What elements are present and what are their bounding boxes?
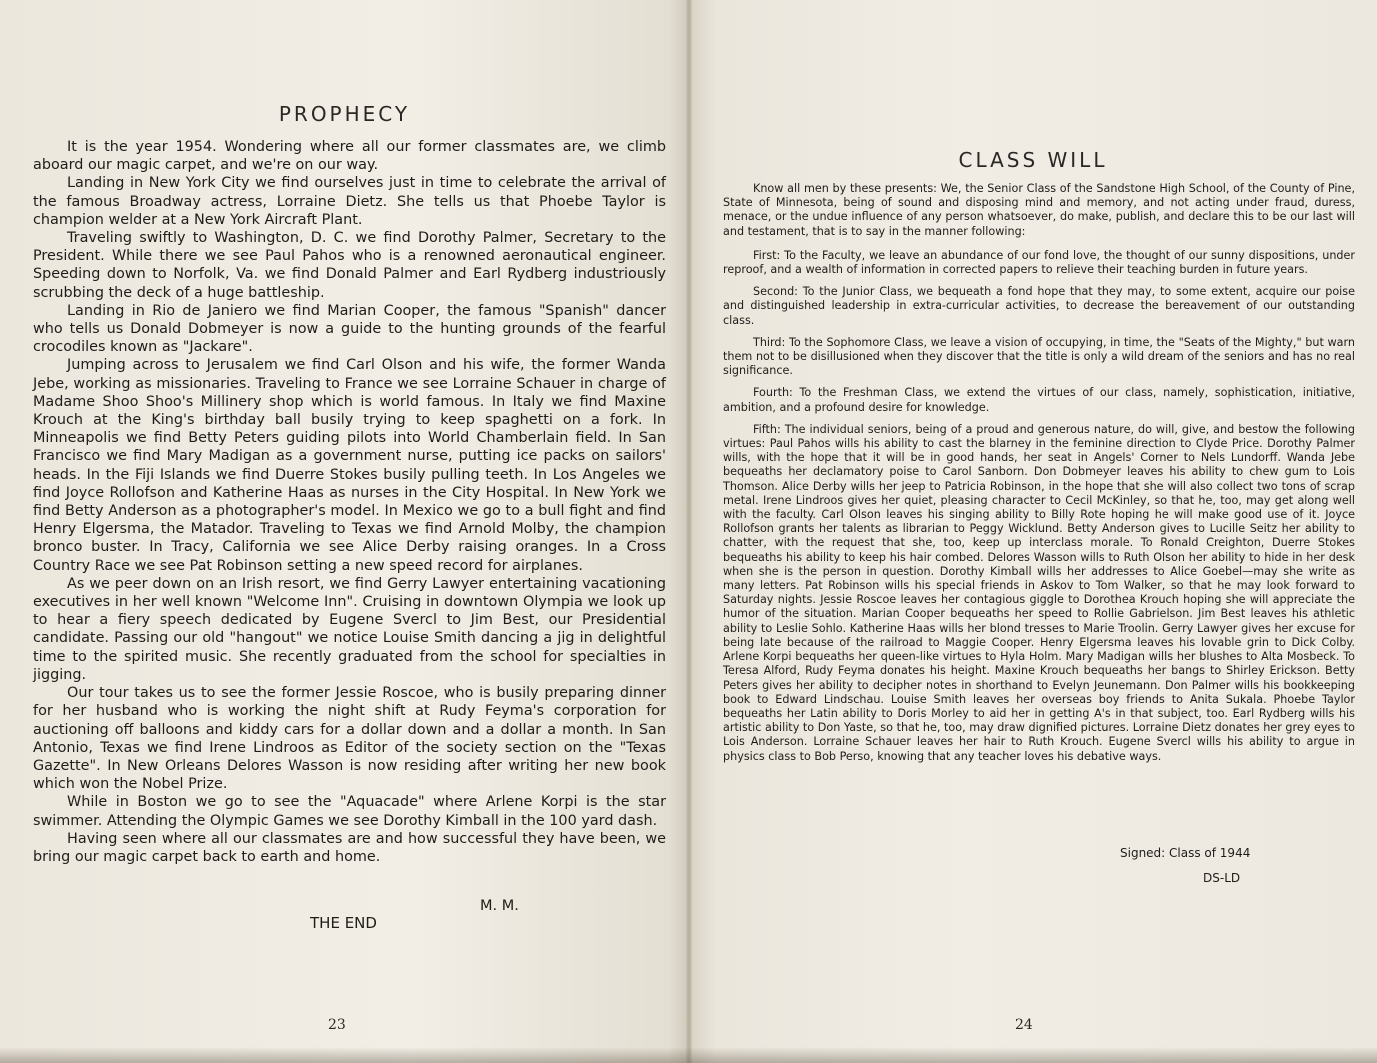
will-paragraph: Third: To the Sophomore Class, we leave a vision of occupying, in time, the "Seats of the Mighty," but warn them not to be disillusioned when they discover that the title is only a wild dream of the seniors and has no real significance.: [723, 335, 1355, 378]
will-paragraph: Fifth: The individual seniors, being of a proud and generous nature, do will, give, and bestow the following virtues: Paul Pahos wills his ability to cast the blarney in the feminine direction to Clyde Price. Dorothy Palmer wills, with the hope that it will be in good hands, her seat in Angels' Corner to Nels Lundorff. Wanda Jebe bequeaths her declamatory poise to Carol Sanborn. Don Dobmeyer leaves his ability to chew gum to Lois Thomson. Alice Derby wills her jeep to Patricia Robinson, in the hope that she will also collect two tons of scrap metal. Irene Lindroos gives her quiet, pleasing character to Cecil McKinley, so that he, too, may get along well with the faculty. Carl Olson leaves his singing ability to Billy Rote hoping he will make good use of it. Joyce Rollofson grants her talents as librarian to Peggy Wicklund. Betty Anderson gives to Lucille Seitz her ability to chatter, with the request that she, too, keep up interclass morale. To Ronald Creighton, Duerre Stokes bequeaths his ability to keep his hair combed. Delores Wasson wills to Ruth Olson her ability to hide in her desk when she is the person in question. Dorothy Kimball wills her addresses to Alice Goebel—may she write as many letters. Pat Robinson wills his special friends in Askov to Tom Walker, so that he may look forward to Saturday nights. Jessie Roscoe leaves her contagious giggle to Dorothea Krouch hoping she will appreciate the humor of the situation. Marian Cooper bequeaths her speed to Rollie Gabrielson. Jim Best leaves his athletic ability to Leslie Sohlo. Katherine Haas wills her blond tresses to Marie Troolin. Gerry Lawyer gives her excuse for being late because of the railroad to Maggie Cooper. Henry Elgersma leaves his lovable grin to Dick Colby. Arlene Korpi bequeaths her queen-like virtues to Hyla Holm. Mary Madigan wills her blushes to Alta Mosbeck. To Teresa Alford, Rudy Feyma donates his height. Maxine Krouch bequeaths her bangs to Shirley Erickson. Betty Peters gives her ability to decipher notes in shorthand to Evelyn Jeunemann. Don Palmer wills his bookkeeping book to Edward Lindschau. Louise Smith leaves her overseas boy friends to Anita Sukala. Phoebe Taylor bequeaths her Latin ability to Doris Morley to aid her in getting A's in that subject, too. Earl Rydberg wills his artistic ability to Don Yaste, so that he, too, may draw dignified pictures. Lorraine Dietz donates her grey eyes to Lois Anderson. Lorraine Schauer leaves her hair to Ruth Krouch. Eugene Svercl wills his ability to argue in physics class to Bob Perso, knowing that any teacher loves his debative ways.: [723, 422, 1355, 763]
prophecy-paragraph: While in Boston we go to see the "Aquacade" where Arlene Korpi is the star swimmer. Attending the Olympic Games we see Dorothy Kimball in the 100 yard dash.: [33, 794, 666, 829]
the-end-label: THE END: [310, 914, 377, 932]
prophecy-paragraph: Traveling swiftly to Washington, D. C. we find Dorothy Palmer, Secretary to the President. While there we see Paul Pahos who is a renowned aeronautical engineer. Speeding down to Norfolk, Va. we find Donald Palmer and Earl Rydberg industriously scrubbing the deck of a huge battleship.: [33, 230, 666, 301]
prophecy-paragraph: Having seen where all our classmates are and how successful they have been, we bring our magic carpet back to earth and home.: [33, 830, 666, 865]
prophecy-text: [33, 138, 666, 866]
class-will-title: CLASS WILL: [958, 148, 1108, 172]
prophecy-paragraph: It is the year 1954. Wondering where all our former classmates are, we climb aboard our magic carpet, and we're on our way.: [33, 139, 666, 174]
class-will-text: [723, 182, 1355, 772]
prophecy-title: PROPHECY: [278, 102, 411, 126]
prophecy-paragraph: Landing in Rio de Janiero we find Marian Cooper, the famous "Spanish" dancer who tells us Donald Dobmeyer is now a guide to the hunting grounds of the fearful crocodiles known as "Jackare".: [33, 302, 666, 356]
page-number-right: 24: [1015, 1017, 1033, 1033]
signed-line: Signed: Class of 1944: [1120, 846, 1251, 860]
signer-initials: DS-LD: [1203, 871, 1241, 885]
prophecy-paragraph: Our tour takes us to see the former Jessie Roscoe, who is busily preparing dinner for her husband who is working the night shift at Rudy Feyma's corporation for auctioning off balloons and kiddy cars for a dollar down and a dollar a month. In San Antonio, Texas we find Irene Lindroos as Editor of the society section on the "Texas Gazette". In New Orleans Delores Wasson is now residing after writing her new book which won the Nobel Prize.: [33, 685, 666, 793]
will-paragraph: Second: To the Junior Class, we bequeath a fond hope that they may, to some extent, acquire our poise and distinguished leadership in extra-curricular activities, to decrease the bereavement of our outstanding class.: [723, 285, 1355, 327]
will-paragraph: First: To the Faculty, we leave an abundance of our fond love, the thought of our sunny dispositions, under reproof, and a wealth of information in corrected papers to relieve their teaching burden in future years.: [723, 248, 1355, 277]
prophecy-paragraph: As we peer down on an Irish resort, we find Gerry Lawyer entertaining vacationing executives in her well known "Welcome Inn". Cruising in downtown Olympia we look up to hear a fiery speech dedicated by Eugene Svercl to Jim Best, our Presidential candidate. Passing our old "hangout" we notice Louise Smith dancing a jig in delightful time to the spirited music. She recently graduated from the school for specialties in jigging.: [33, 575, 666, 683]
author-initials: M. M.: [480, 898, 519, 914]
prophecy-paragraph: Landing in New York City we find ourselves just in time to celebrate the arrival of the famous Broadway actress, Lorraine Dietz. She tells us that Phoebe Taylor is champion welder at a New York Aircraft Plant.: [33, 175, 666, 228]
page-number-left: 23: [328, 1017, 346, 1033]
will-paragraph: Fourth: To the Freshman Class, we extend the virtues of our class, namely, sophistication, initiative, ambition, and a profound desire for knowledge.: [723, 386, 1355, 414]
prophecy-paragraph: Jumping across to Jerusalem we find Carl Olson and his wife, the former Wanda Jebe, working as missionaries. Traveling to France we see Lorraine Schauer in charge of Madame Shoo Shoo's Millinery shop which is world famous. In Italy we find Maxine Krouch at the King's birthday ball busily trying to keep spaghetti on a fork. In Minneapolis we find Betty Peters guiding pilots into World Chamberlain field. In San Francisco we find Mary Madigan as a government nurse, putting ice packs on sailors' heads. In the Fiji Islands we find Duerre Stokes busily pulling teeth. In Los Angeles we find Joyce Rollofson and Katherine Haas as nurses in the City Hospital. In New York we find Betty Anderson as a photographer's model. In Mexico we go to a bull fight and find Henry Elgersma, the Matador. Traveling to Texas we find Arnold Molby, the champion bronco buster. In Tracy, California we see Alice Derby raising oranges. In a Cross Country Race we see Pat Robinson setting a new speed record for airplanes.: [33, 357, 666, 574]
page-bottom-shadow: [0, 1047, 1377, 1063]
will-paragraph: Know all men by these presents: We, the Senior Class of the Sandstone High School, of the County of Pine, State of Minnesota, being of sound and disposing mind and memory, and not acting under fraud, duress, menace, or the undue influence of any person whatsoever, do make, publish, and declare this to be our last will and testament, that is to say in the manner following:: [723, 182, 1355, 238]
